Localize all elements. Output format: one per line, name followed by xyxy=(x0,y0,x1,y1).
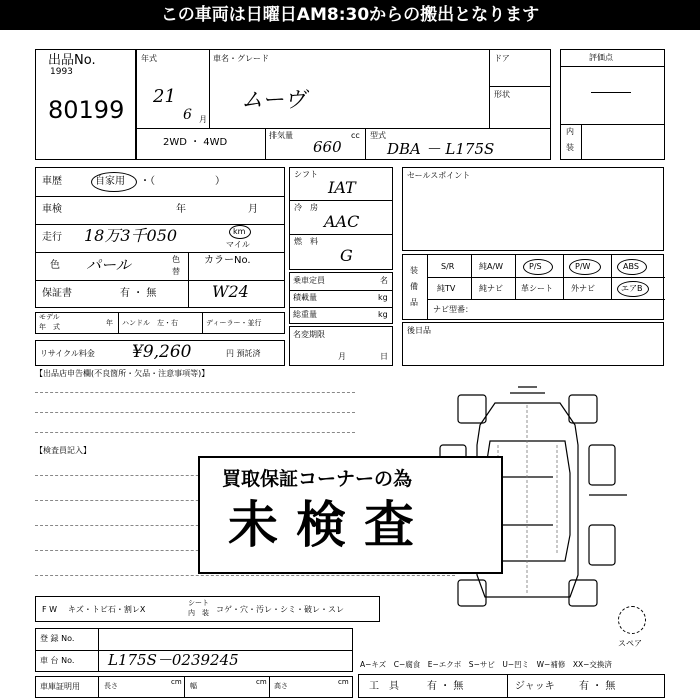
dealer-parallel: ディーラー・並行 xyxy=(206,319,262,327)
vehicle-header-box xyxy=(136,49,551,160)
color-value: パール xyxy=(86,256,131,274)
lot-number-small: 1993 xyxy=(50,67,73,77)
spare-tire-icon xyxy=(618,606,646,634)
model-label-1: モデル xyxy=(39,313,60,321)
color-label: 色 xyxy=(50,260,60,271)
displacement-label: 排気量 xyxy=(269,131,293,140)
cc-unit: cc xyxy=(351,131,360,140)
length-unit: cm xyxy=(171,678,182,686)
recycle-fee-unit: 円 預託済 xyxy=(226,349,261,358)
spec-box xyxy=(289,167,393,270)
inspection-year: 年 xyxy=(176,204,186,215)
notes-label: 【出品店申告欄(不良箇所・欠品・注意事項等)】 xyxy=(35,369,210,378)
gross-weight-label: 総重量 xyxy=(293,310,317,319)
notice-banner: この車両は日曜日AM8:30からの搬出となります xyxy=(0,0,700,30)
warranty-label: 保証書 xyxy=(42,288,72,299)
rating-dash xyxy=(591,92,631,93)
lot-number: 80199 xyxy=(48,96,125,124)
inspection-label: 車検 xyxy=(42,204,62,215)
name-change-month: 月 xyxy=(338,352,346,361)
name-change-box xyxy=(289,326,393,366)
fuel-label: 燃 料 xyxy=(294,237,318,246)
equipment-label-1: 装 xyxy=(410,266,418,275)
body-type-label: 形状 xyxy=(494,90,510,99)
equip-ext-navi: 外ナビ xyxy=(571,284,595,293)
chassis-number-label: 車 台 No. xyxy=(40,656,75,665)
equip-power-steering: P/S xyxy=(529,262,542,271)
model-code-label: 型式 xyxy=(370,131,386,140)
width-label: 幅 xyxy=(190,682,197,690)
lot-number-label: 出品No. xyxy=(48,53,96,68)
equip-navi: 純ナビ xyxy=(479,284,503,293)
seat-label-2: 内 装 xyxy=(188,609,209,617)
height-unit: cm xyxy=(338,678,349,686)
navi-model-label: ナビ型番： xyxy=(433,305,473,314)
year-label: 年式 xyxy=(141,54,157,63)
height-label: 高さ xyxy=(274,682,288,690)
model-label-2: 年 式 xyxy=(39,323,60,331)
interior-label-1: 内 xyxy=(566,127,574,136)
history-box xyxy=(35,167,285,308)
handle-side: ハンドル 左・右 xyxy=(122,319,178,327)
repaint-2: 替 xyxy=(172,267,180,276)
displacement-value: 660 xyxy=(313,138,342,156)
inspector-label: 【検査員記入】 xyxy=(35,446,91,455)
recycle-fee-label: リサイクル料金 xyxy=(40,349,95,358)
equip-airbag: エアB xyxy=(621,284,643,293)
equip-tv: 純TV xyxy=(437,284,456,293)
seat-label-1: シート xyxy=(188,599,209,607)
color-number-label: カラーNo. xyxy=(204,255,251,266)
width-unit: cm xyxy=(256,678,267,686)
shift-value: IAT xyxy=(328,178,356,197)
history-label: 車歴 xyxy=(42,176,62,187)
month-value: 6 xyxy=(183,107,192,123)
private-use: 自家用 xyxy=(95,176,125,187)
length-label: 長さ xyxy=(104,682,118,690)
fw-damage-types: キズ・トビ石・割レX xyxy=(68,605,146,614)
rating-box xyxy=(560,49,665,160)
car-name-label: 車名・グレード xyxy=(213,54,269,63)
fw-label: F W xyxy=(42,605,58,614)
km-unit: km xyxy=(233,227,246,236)
recycle-fee-box xyxy=(35,340,285,366)
door-label: ドア xyxy=(494,54,510,63)
spare-label: スペア xyxy=(618,639,642,648)
inspection-month: 月 xyxy=(248,204,258,215)
model-code-value: DBA － L175S xyxy=(387,140,495,158)
uninspected-stamp xyxy=(198,456,503,574)
capacity-box xyxy=(289,272,393,324)
model-year-unit: 年 xyxy=(106,319,113,327)
load-label: 積載量 xyxy=(293,293,317,302)
sales-point-label: セールスポイント xyxy=(407,171,471,180)
equip-abs: ABS xyxy=(623,262,639,271)
equip-alloy-wheel: 純A/W xyxy=(479,262,504,271)
registration-box xyxy=(35,628,353,672)
equipment-label-3: 品 xyxy=(410,298,418,307)
garage-cert-label: 車庫証明用 xyxy=(40,682,80,691)
warranty-value: 有 ・ 無 xyxy=(120,288,157,299)
registration-number-label: 登 録 No. xyxy=(40,634,75,643)
mileage-value: 18万3千050 xyxy=(84,226,178,245)
repaint-1: 色 xyxy=(172,255,180,264)
tools-label: 工 具 xyxy=(369,681,399,692)
fuel-value: G xyxy=(340,246,353,265)
color-number-value: W24 xyxy=(212,282,249,301)
capacity-label: 乗車定員 xyxy=(293,276,325,285)
month-unit: 月 xyxy=(199,115,207,124)
equip-sunroof: S/R xyxy=(441,262,455,271)
tools-value: 有 ・ 無 xyxy=(427,681,464,692)
mile-unit: マイル xyxy=(226,240,250,249)
load-unit: kg xyxy=(378,293,388,302)
recycle-fee-value: ¥9,260 xyxy=(132,342,192,362)
later-items-label: 後日品 xyxy=(407,326,431,335)
aircon-label: 冷 房 xyxy=(294,203,318,212)
equip-leather: 革シート xyxy=(521,284,553,293)
stamp-line-2: 未検査 xyxy=(228,496,432,554)
garage-cert-box xyxy=(35,676,353,698)
equipment-label-2: 備 xyxy=(410,282,418,291)
later-items-box xyxy=(402,322,664,366)
name-change-label: 名変期限 xyxy=(293,330,325,339)
interior-label-2: 装 xyxy=(566,143,574,152)
name-change-day: 日 xyxy=(380,352,388,361)
capacity-unit: 名 xyxy=(380,276,388,285)
aircon-value: AAC xyxy=(324,212,360,231)
jack-value: 有 ・ 無 xyxy=(579,681,616,692)
damage-legend: A−キズ C−腐食 E−エクボ S−サビ U−凹ミ W−補修 XX−交換済 xyxy=(360,660,612,669)
sales-point-box xyxy=(402,167,664,251)
fw-row-box xyxy=(35,596,380,622)
model-row-box xyxy=(35,312,285,334)
tools-box xyxy=(358,674,665,698)
equip-power-window: P/W xyxy=(575,262,591,271)
history-other: ・（ ） xyxy=(140,176,225,187)
drive-type: 2WD ・ 4WD xyxy=(163,137,228,148)
gross-weight-unit: kg xyxy=(378,310,388,319)
shift-label: シフト xyxy=(294,170,318,179)
rating-title: 評価点 xyxy=(589,53,613,62)
stamp-line-1: 買取保証コーナーの為 xyxy=(222,468,413,490)
year-value: 21 xyxy=(153,86,176,107)
model-name: ムーヴ xyxy=(241,88,306,113)
equipment-box xyxy=(402,254,664,320)
interior-damage-types: コゲ・穴・汚レ・シミ・破レ・スレ xyxy=(216,605,344,614)
mileage-label: 走行 xyxy=(42,232,62,243)
chassis-number-value: L175S－0239245 xyxy=(108,651,239,669)
jack-label: ジャッキ xyxy=(515,681,555,692)
lot-number-box xyxy=(35,49,136,160)
